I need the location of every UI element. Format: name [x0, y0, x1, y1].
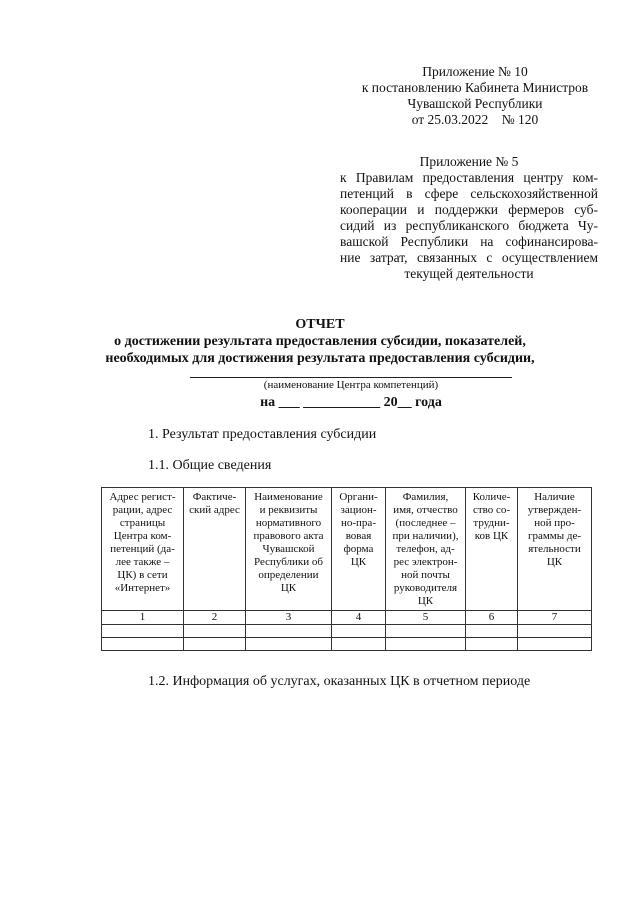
table-header-cell-5	[386, 488, 466, 611]
table-header-cell-7	[518, 488, 592, 611]
table-header-text: ЦК	[417, 595, 434, 607]
appendix-5-line: к Правилам предоставления центру ком-	[340, 170, 598, 185]
table-column-number: 7	[518, 611, 592, 625]
table-cell	[386, 625, 466, 638]
table-header-text: страницы	[119, 517, 166, 529]
table-header-text: Наличие	[534, 491, 575, 503]
table-header-text: ЦК) в сети	[117, 569, 168, 581]
table-header-text: петенций (да-	[110, 543, 175, 555]
table-header-text: при наличии),	[392, 530, 459, 542]
table-header-text: руководителя	[393, 582, 458, 594]
appendix-10-line: Чувашской Республики	[407, 96, 543, 111]
table-cell	[184, 625, 246, 638]
appendix-10-line: Приложение № 10	[422, 64, 528, 79]
table-cell	[102, 625, 184, 638]
table-header-text: утвержден-	[527, 504, 582, 516]
report-subtitle-line: о достижении результата предоставления субсидии, показателей,	[114, 334, 526, 349]
report-title: ОТЧЕТ	[295, 317, 345, 332]
table-cell	[386, 638, 466, 651]
table-header-text: рации, адрес	[112, 504, 173, 516]
section-1-2-heading: 1.2. Информация об услугах, оказанных ЦК в отчетном периоде	[148, 674, 531, 689]
table-column-number: 1	[102, 611, 184, 625]
appendix-10-line: к постановлению Кабинета Министров	[361, 80, 589, 95]
table-cell	[332, 638, 386, 651]
table-header-text: Центра ком-	[113, 530, 172, 542]
appendix-10-header	[350, 64, 600, 128]
table-header-text: ЦК	[546, 556, 563, 568]
table-cell	[184, 638, 246, 651]
table-cell	[102, 638, 184, 651]
report-period: на ___ ___________ 20__ года	[260, 395, 442, 410]
table-header-text: определении	[258, 569, 319, 581]
appendix-5-line: сидий из республиканского бюджета Чу-	[340, 218, 598, 233]
table-cell	[246, 625, 332, 638]
table-header-text: Республики об	[253, 556, 324, 568]
table-header-text: (последнее –	[395, 517, 456, 529]
table-header-text: Органи-	[339, 491, 378, 503]
table-header-text: ков ЦК	[474, 530, 509, 542]
table-header-text: Наименование	[254, 491, 323, 503]
table-column-number: 6	[466, 611, 518, 625]
table-header-text: рес электрон-	[393, 556, 458, 568]
table-header-text: Чувашской	[262, 543, 315, 555]
table-column-number: 3	[246, 611, 332, 625]
table-header-text: ятельности	[528, 543, 581, 555]
table-header-text: форма	[343, 543, 374, 555]
table-header-text: ство со-	[472, 504, 511, 516]
appendix-5-line: кооперации и поддержки фермеров суб-	[340, 202, 598, 217]
table-header-text: и реквизиты	[259, 504, 318, 516]
table-header-text: но-пра-	[341, 517, 376, 529]
appendix-5-title: Приложение № 5	[419, 154, 519, 169]
table-header-text: трудни-	[473, 517, 510, 529]
table-cell	[518, 625, 592, 638]
competence-center-name-caption: (наименование Центра компетенций)	[263, 379, 439, 391]
appendix-5-line: текущей деятельности	[404, 266, 534, 281]
table-header-row	[102, 488, 592, 611]
table-header-text: правового акта	[253, 530, 324, 542]
table-cell	[332, 625, 386, 638]
table-header-cell-1	[102, 488, 184, 611]
table-header-cell-4	[332, 488, 386, 611]
table-header-text: граммы де-	[527, 530, 582, 542]
table-column-number: 2	[184, 611, 246, 625]
report-title-block	[80, 316, 560, 367]
table-column-number: 4	[332, 611, 386, 625]
appendix-5-line: вашской Республики на софинансирова-	[340, 234, 598, 249]
table-cell	[518, 638, 592, 651]
appendix-5-header	[340, 154, 598, 282]
table-header-text: Фамилия,	[402, 491, 449, 503]
table-header-text: зацион-	[340, 504, 377, 516]
table-header-text: имя, отчество	[393, 504, 458, 516]
appendix-10-line: от 25.03.2022 № 120	[411, 112, 539, 127]
appendix-5-line: петенций в сфере сельскохозяйственной	[340, 186, 598, 201]
table-header-text: ной почты	[401, 569, 450, 581]
table-header-cell-2	[184, 488, 246, 611]
table-header-text: лее также –	[115, 556, 170, 568]
table-header-text: Количе-	[472, 491, 511, 503]
table-cell	[246, 638, 332, 651]
table-header-text: вовая	[345, 530, 372, 542]
section-1-1-heading: 1.1. Общие сведения	[148, 458, 272, 473]
table-header-text: ский адрес	[189, 504, 240, 516]
table-header-cell-3	[246, 488, 332, 611]
table-column-numbers-row	[102, 611, 592, 625]
report-subtitle-line: необходимых для достижения результата предоставления субсидии,	[105, 351, 535, 366]
table-column-number: 5	[386, 611, 466, 625]
section-1-heading: 1. Результат предоставления субсидии	[148, 427, 377, 442]
table-body	[102, 611, 592, 651]
table-header-text: ЦК	[280, 582, 297, 594]
table-header-text: Фактиче-	[192, 491, 237, 503]
table-header-text: «Интернет»	[114, 582, 171, 594]
table-row	[102, 638, 592, 651]
general-info-table	[101, 487, 592, 651]
table-header-text: телефон, ад-	[396, 543, 455, 555]
table-header-text: ЦК	[350, 556, 367, 568]
table-cell	[466, 625, 518, 638]
table-header-text: Адрес регист-	[109, 491, 176, 503]
table-header-text: ной про-	[534, 517, 575, 529]
table-header-text: нормативного	[255, 517, 322, 529]
table-cell	[466, 638, 518, 651]
table-header-cell-6	[466, 488, 518, 611]
table-row	[102, 625, 592, 638]
appendix-5-line: ние затрат, связанных с осуществлением	[340, 250, 598, 265]
